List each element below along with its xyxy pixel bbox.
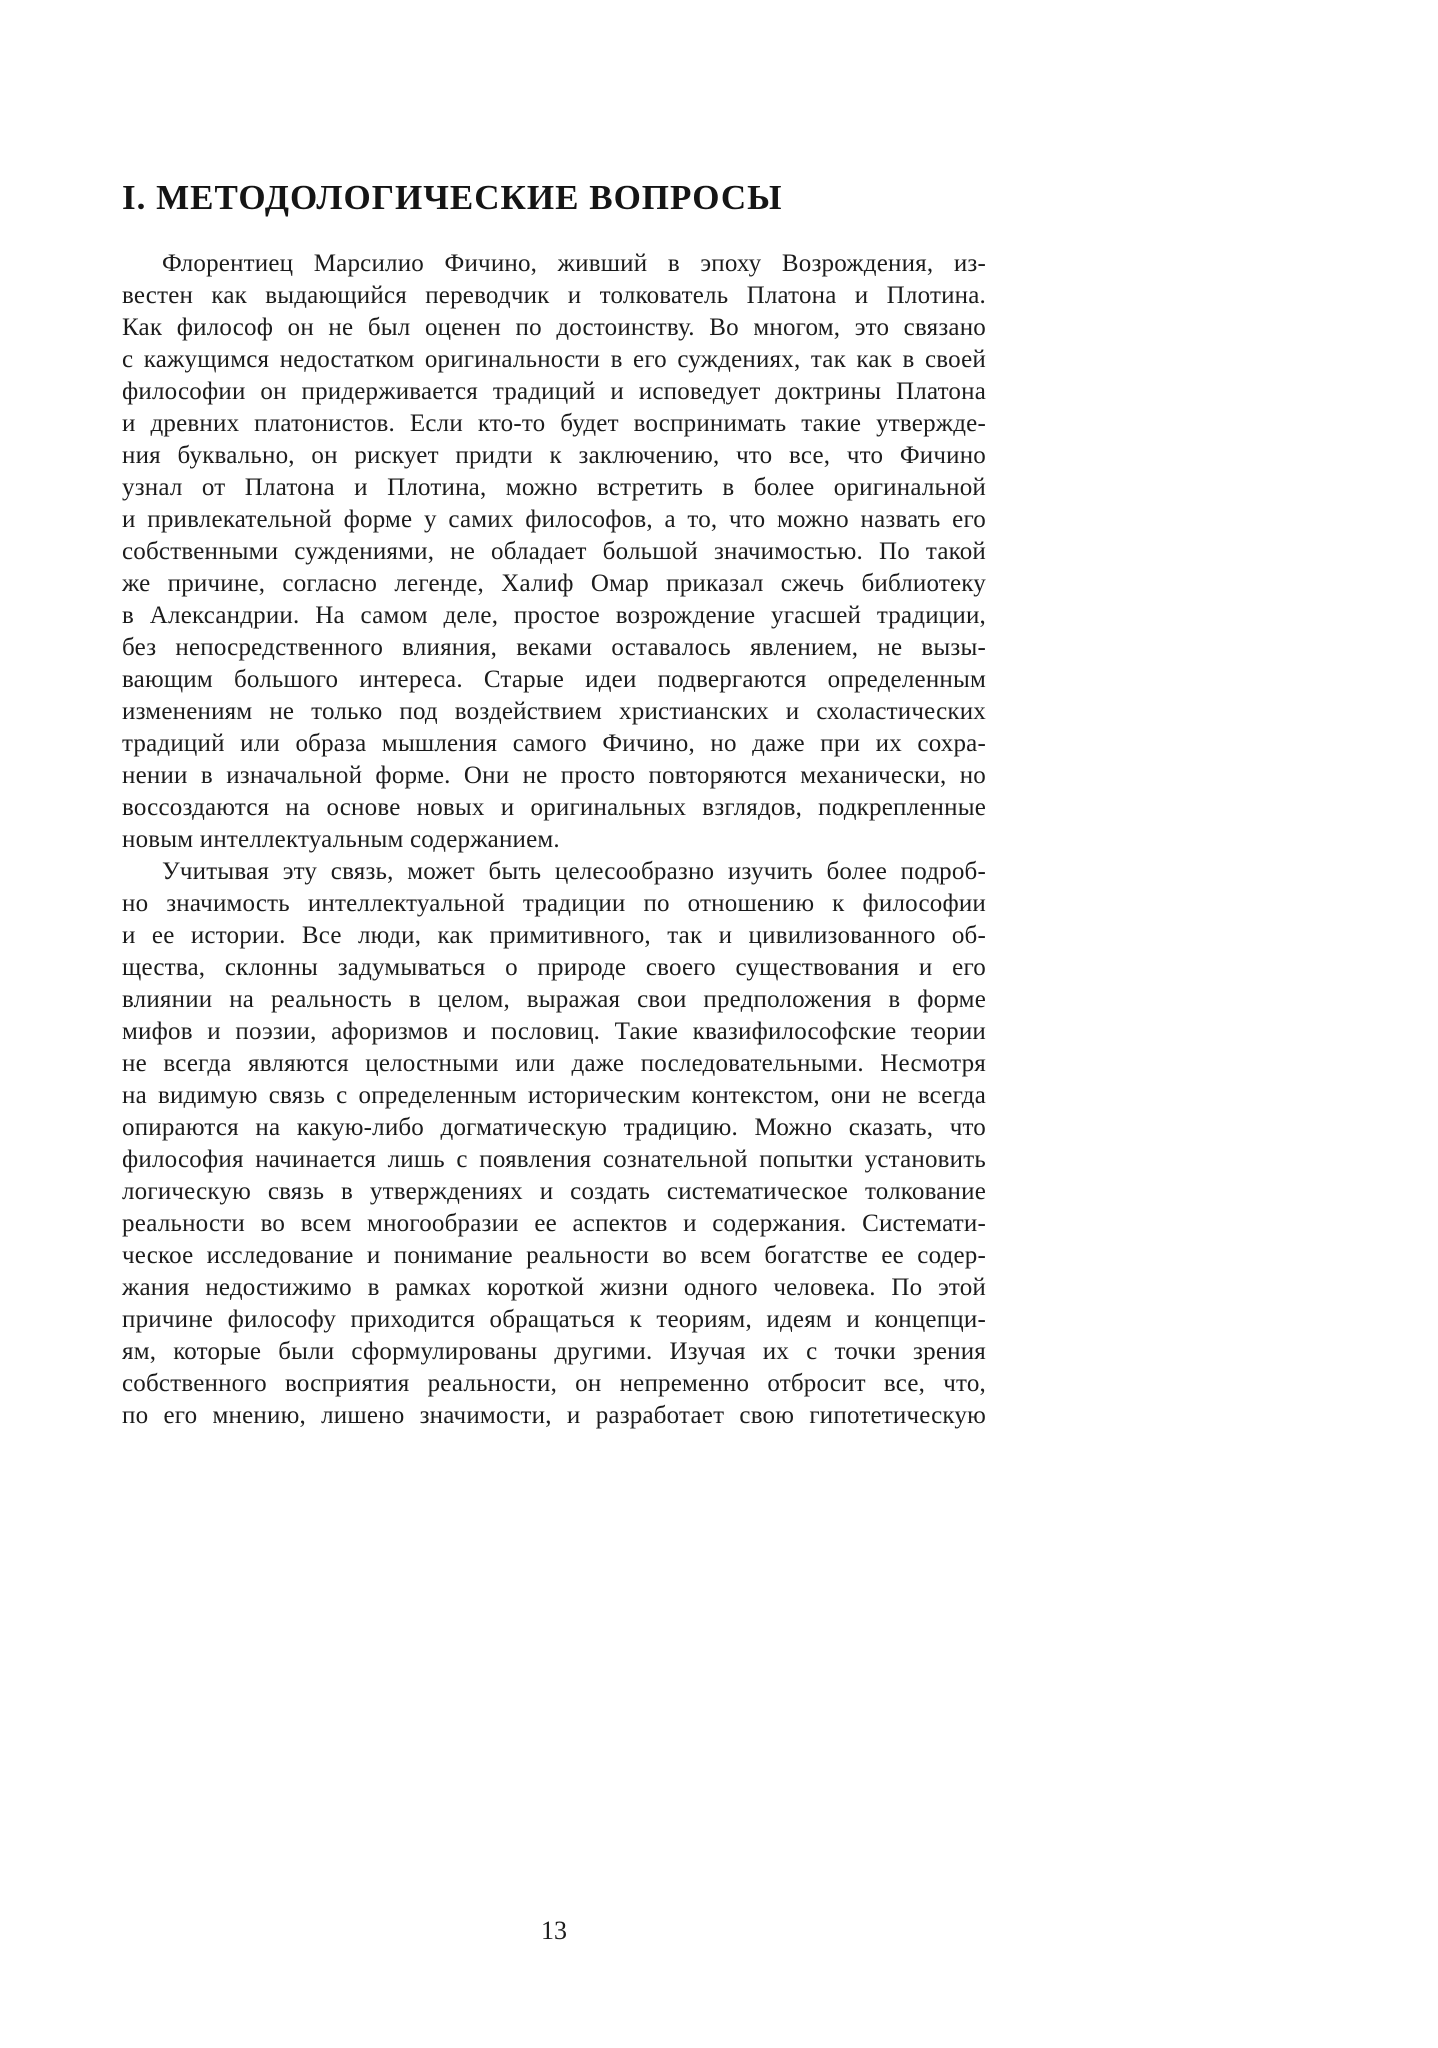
text-line: реальности во всем многообразии ее аспектов и содержания. Системати-: [122, 1210, 986, 1237]
text-line: без непосредственного влияния, веками оставалось явлением, не вызы-: [122, 634, 986, 661]
text-line: же причине, согласно легенде, Халиф Омар приказал сжечь библиотеку: [122, 570, 986, 597]
text-line: с кажущимся недостатком оригинальности в его суждениях, так как в своей: [122, 346, 986, 373]
text-line: Флорентиец Марсилио Фичино, живший в эпоху Возрождения, из-: [162, 250, 986, 277]
text-line: причине философу приходится обращаться к теориям, идеям и концепци-: [122, 1306, 986, 1333]
text-line: опираются на какую-либо догматическую традицию. Можно сказать, что: [122, 1114, 986, 1141]
text-line: и привлекательной форме у самих философов, а то, что можно назвать его: [122, 506, 986, 533]
text-line: ния буквально, он рискует придти к заключению, что все, что Фичино: [122, 442, 986, 469]
text-line: щества, склонны задумываться о природе своего существования и его: [122, 954, 986, 981]
text-line: вающим большого интереса. Старые идеи подвергаются определенным: [122, 666, 986, 693]
text-line: логическую связь в утверждениях и создать систематическое толкование: [122, 1178, 986, 1205]
text-line: собственного восприятия реальности, он непременно отбросит все, что,: [122, 1370, 986, 1397]
text-line: Как философ он не был оценен по достоинству. Во многом, это связано: [122, 314, 986, 341]
text-line: влиянии на реальность в целом, выражая свои предположения в форме: [122, 986, 986, 1013]
text-line: но значимость интеллектуальной традиции по отношению к философии: [122, 890, 986, 917]
text-line: и ее истории. Все люди, как примитивного, так и цивилизованного об-: [122, 922, 986, 949]
text-line: узнал от Платона и Плотина, можно встретить в более оригинальной: [122, 474, 986, 501]
text-line: вестен как выдающийся переводчик и толкователь Платона и Плотина.: [122, 282, 986, 309]
page-number: 13: [541, 1916, 567, 1945]
paragraph-2: [122, 856, 986, 1432]
text-line: Учитывая эту связь, может быть целесообразно изучить более подроб-: [162, 858, 986, 885]
text-line: собственными суждениями, не обладает большой значимостью. По такой: [122, 538, 986, 565]
text-line: ям, которые были сформулированы другими. Изучая их с точки зрения: [122, 1338, 986, 1365]
text-line: жания недостижимо в рамках короткой жизни одного человека. По этой: [122, 1274, 986, 1301]
text-line: изменениям не только под воздействием христианских и схоластических: [122, 698, 986, 725]
text-line: на видимую связь с определенным историческим контекстом, они не всегда: [122, 1082, 986, 1109]
text-line: воссоздаются на основе новых и оригинальных взглядов, подкрепленные: [122, 794, 986, 821]
paragraph-1: [122, 248, 986, 856]
text-line: мифов и поэзии, афоризмов и пословиц. Такие квазифилософские теории: [122, 1018, 986, 1045]
text-line: не всегда являются целостными или даже последовательными. Несмотря: [122, 1050, 986, 1077]
text-line: и древних платонистов. Если кто-то будет воспринимать такие утвержде-: [122, 410, 986, 437]
text-line: философия начинается лишь с появления сознательной попытки установить: [122, 1146, 986, 1173]
text-line: философии он придерживается традиций и исповедует доктрины Платона: [122, 378, 986, 405]
text-line: по его мнению, лишено значимости, и разработает свою гипотетическую: [122, 1402, 986, 1429]
text-line: традиций или образа мышления самого Фичино, но даже при их сохра-: [122, 730, 986, 757]
text-line: нении в изначальной форме. Они не просто повторяются механически, но: [122, 762, 986, 789]
text-line: ческое исследование и понимание реальности во всем богатстве ее содер-: [122, 1242, 986, 1269]
text-line: в Александрии. На самом деле, простое возрождение угасшей традиции,: [122, 602, 986, 629]
text-line: новым интеллектуальным содержанием.: [122, 826, 560, 853]
chapter-heading: I. МЕТОДОЛОГИЧЕСКИЕ ВОПРОСЫ: [122, 178, 783, 217]
text-block: [122, 176, 986, 1432]
